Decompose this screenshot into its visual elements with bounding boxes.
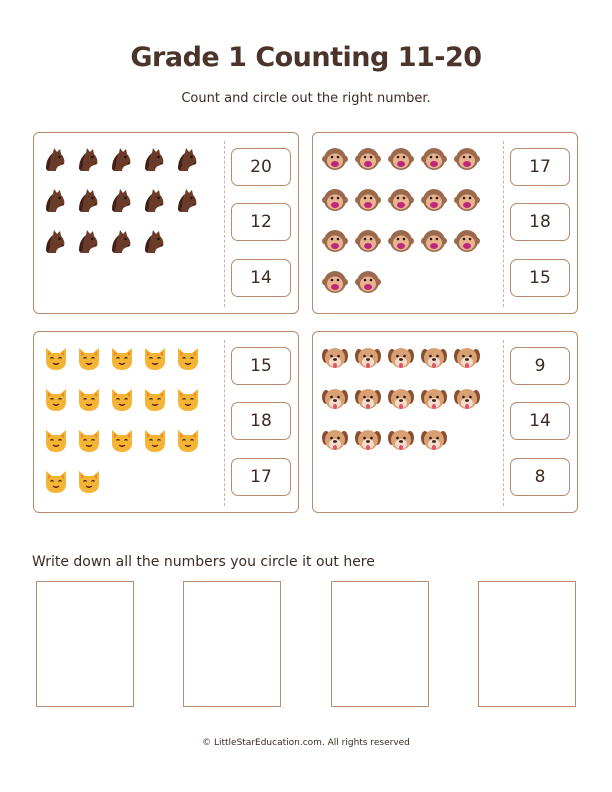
monkey-icon <box>420 145 448 173</box>
dog-icon <box>387 426 415 454</box>
dog-icon <box>321 385 349 413</box>
dog-icon <box>453 344 481 372</box>
page-title: Grade 1 Counting 11-20 <box>130 42 482 73</box>
counting-panel-horses <box>33 132 299 314</box>
monkey-icon <box>453 186 481 214</box>
dog-icon <box>453 385 481 413</box>
horse-icon <box>174 145 202 173</box>
cat-icon <box>174 385 202 413</box>
divider <box>503 340 504 506</box>
cat-icon <box>141 426 169 454</box>
cat-icon <box>108 344 136 372</box>
answer-option[interactable]: 14 <box>510 402 570 440</box>
horse-icon <box>75 145 103 173</box>
horse-icon <box>75 186 103 214</box>
answer-option[interactable]: 17 <box>510 148 570 186</box>
cat-icon <box>75 344 103 372</box>
cat-icon <box>42 467 70 495</box>
monkey-icon <box>354 186 382 214</box>
answer-option[interactable]: 17 <box>231 458 291 496</box>
cat-icon <box>75 385 103 413</box>
dog-icon <box>387 344 415 372</box>
copyright-footer: © LittleStarEducation.com. All rights reserved <box>202 738 410 748</box>
monkey-icon <box>354 227 382 255</box>
dog-icon <box>321 426 349 454</box>
monkey-icon <box>354 268 382 296</box>
answer-option[interactable]: 20 <box>231 148 291 186</box>
cat-icon <box>141 344 169 372</box>
answer-option[interactable]: 12 <box>231 203 291 241</box>
cat-icon <box>174 344 202 372</box>
cat-icon <box>75 467 103 495</box>
answer-option[interactable]: 15 <box>231 347 291 385</box>
dog-icon <box>354 344 382 372</box>
answer-box[interactable] <box>36 581 134 707</box>
cat-icon <box>42 385 70 413</box>
horse-icon <box>141 227 169 255</box>
horse-icon <box>141 145 169 173</box>
answer-prompt: Write down all the numbers you circle it out here <box>32 554 375 570</box>
counting-panel-cats <box>33 331 299 513</box>
cat-icon <box>42 344 70 372</box>
counting-panel-monkeys <box>312 132 578 314</box>
monkey-icon <box>387 227 415 255</box>
divider <box>503 141 504 307</box>
dog-icon <box>387 385 415 413</box>
dog-icon <box>354 426 382 454</box>
horse-icon <box>108 227 136 255</box>
cat-icon <box>141 385 169 413</box>
answer-box[interactable] <box>183 581 281 707</box>
instructions: Count and circle out the right number. <box>181 91 431 106</box>
monkey-icon <box>387 145 415 173</box>
dog-icon <box>420 426 448 454</box>
horse-icon <box>75 227 103 255</box>
dog-icon <box>321 344 349 372</box>
monkey-icon <box>321 227 349 255</box>
cat-icon <box>108 426 136 454</box>
horse-icon <box>174 186 202 214</box>
monkey-icon <box>453 227 481 255</box>
dog-icon <box>354 385 382 413</box>
answer-option[interactable]: 14 <box>231 259 291 297</box>
divider <box>224 141 225 307</box>
cat-icon <box>42 426 70 454</box>
answer-option[interactable]: 8 <box>510 458 570 496</box>
monkey-icon <box>354 145 382 173</box>
horse-icon <box>141 186 169 214</box>
counting-panel-dogs <box>312 331 578 513</box>
answer-option[interactable]: 15 <box>510 259 570 297</box>
horse-icon <box>108 186 136 214</box>
cat-icon <box>108 385 136 413</box>
horse-icon <box>42 186 70 214</box>
answer-option[interactable]: 18 <box>231 402 291 440</box>
horse-icon <box>42 145 70 173</box>
answer-option[interactable]: 9 <box>510 347 570 385</box>
cat-icon <box>174 426 202 454</box>
horse-icon <box>42 227 70 255</box>
monkey-icon <box>321 186 349 214</box>
monkey-icon <box>321 268 349 296</box>
answer-box[interactable] <box>478 581 576 707</box>
monkey-icon <box>321 145 349 173</box>
monkey-icon <box>387 186 415 214</box>
answer-box[interactable] <box>331 581 429 707</box>
cat-icon <box>75 426 103 454</box>
monkey-icon <box>420 227 448 255</box>
dog-icon <box>420 385 448 413</box>
divider <box>224 340 225 506</box>
horse-icon <box>108 145 136 173</box>
monkey-icon <box>420 186 448 214</box>
dog-icon <box>420 344 448 372</box>
answer-option[interactable]: 18 <box>510 203 570 241</box>
monkey-icon <box>453 145 481 173</box>
